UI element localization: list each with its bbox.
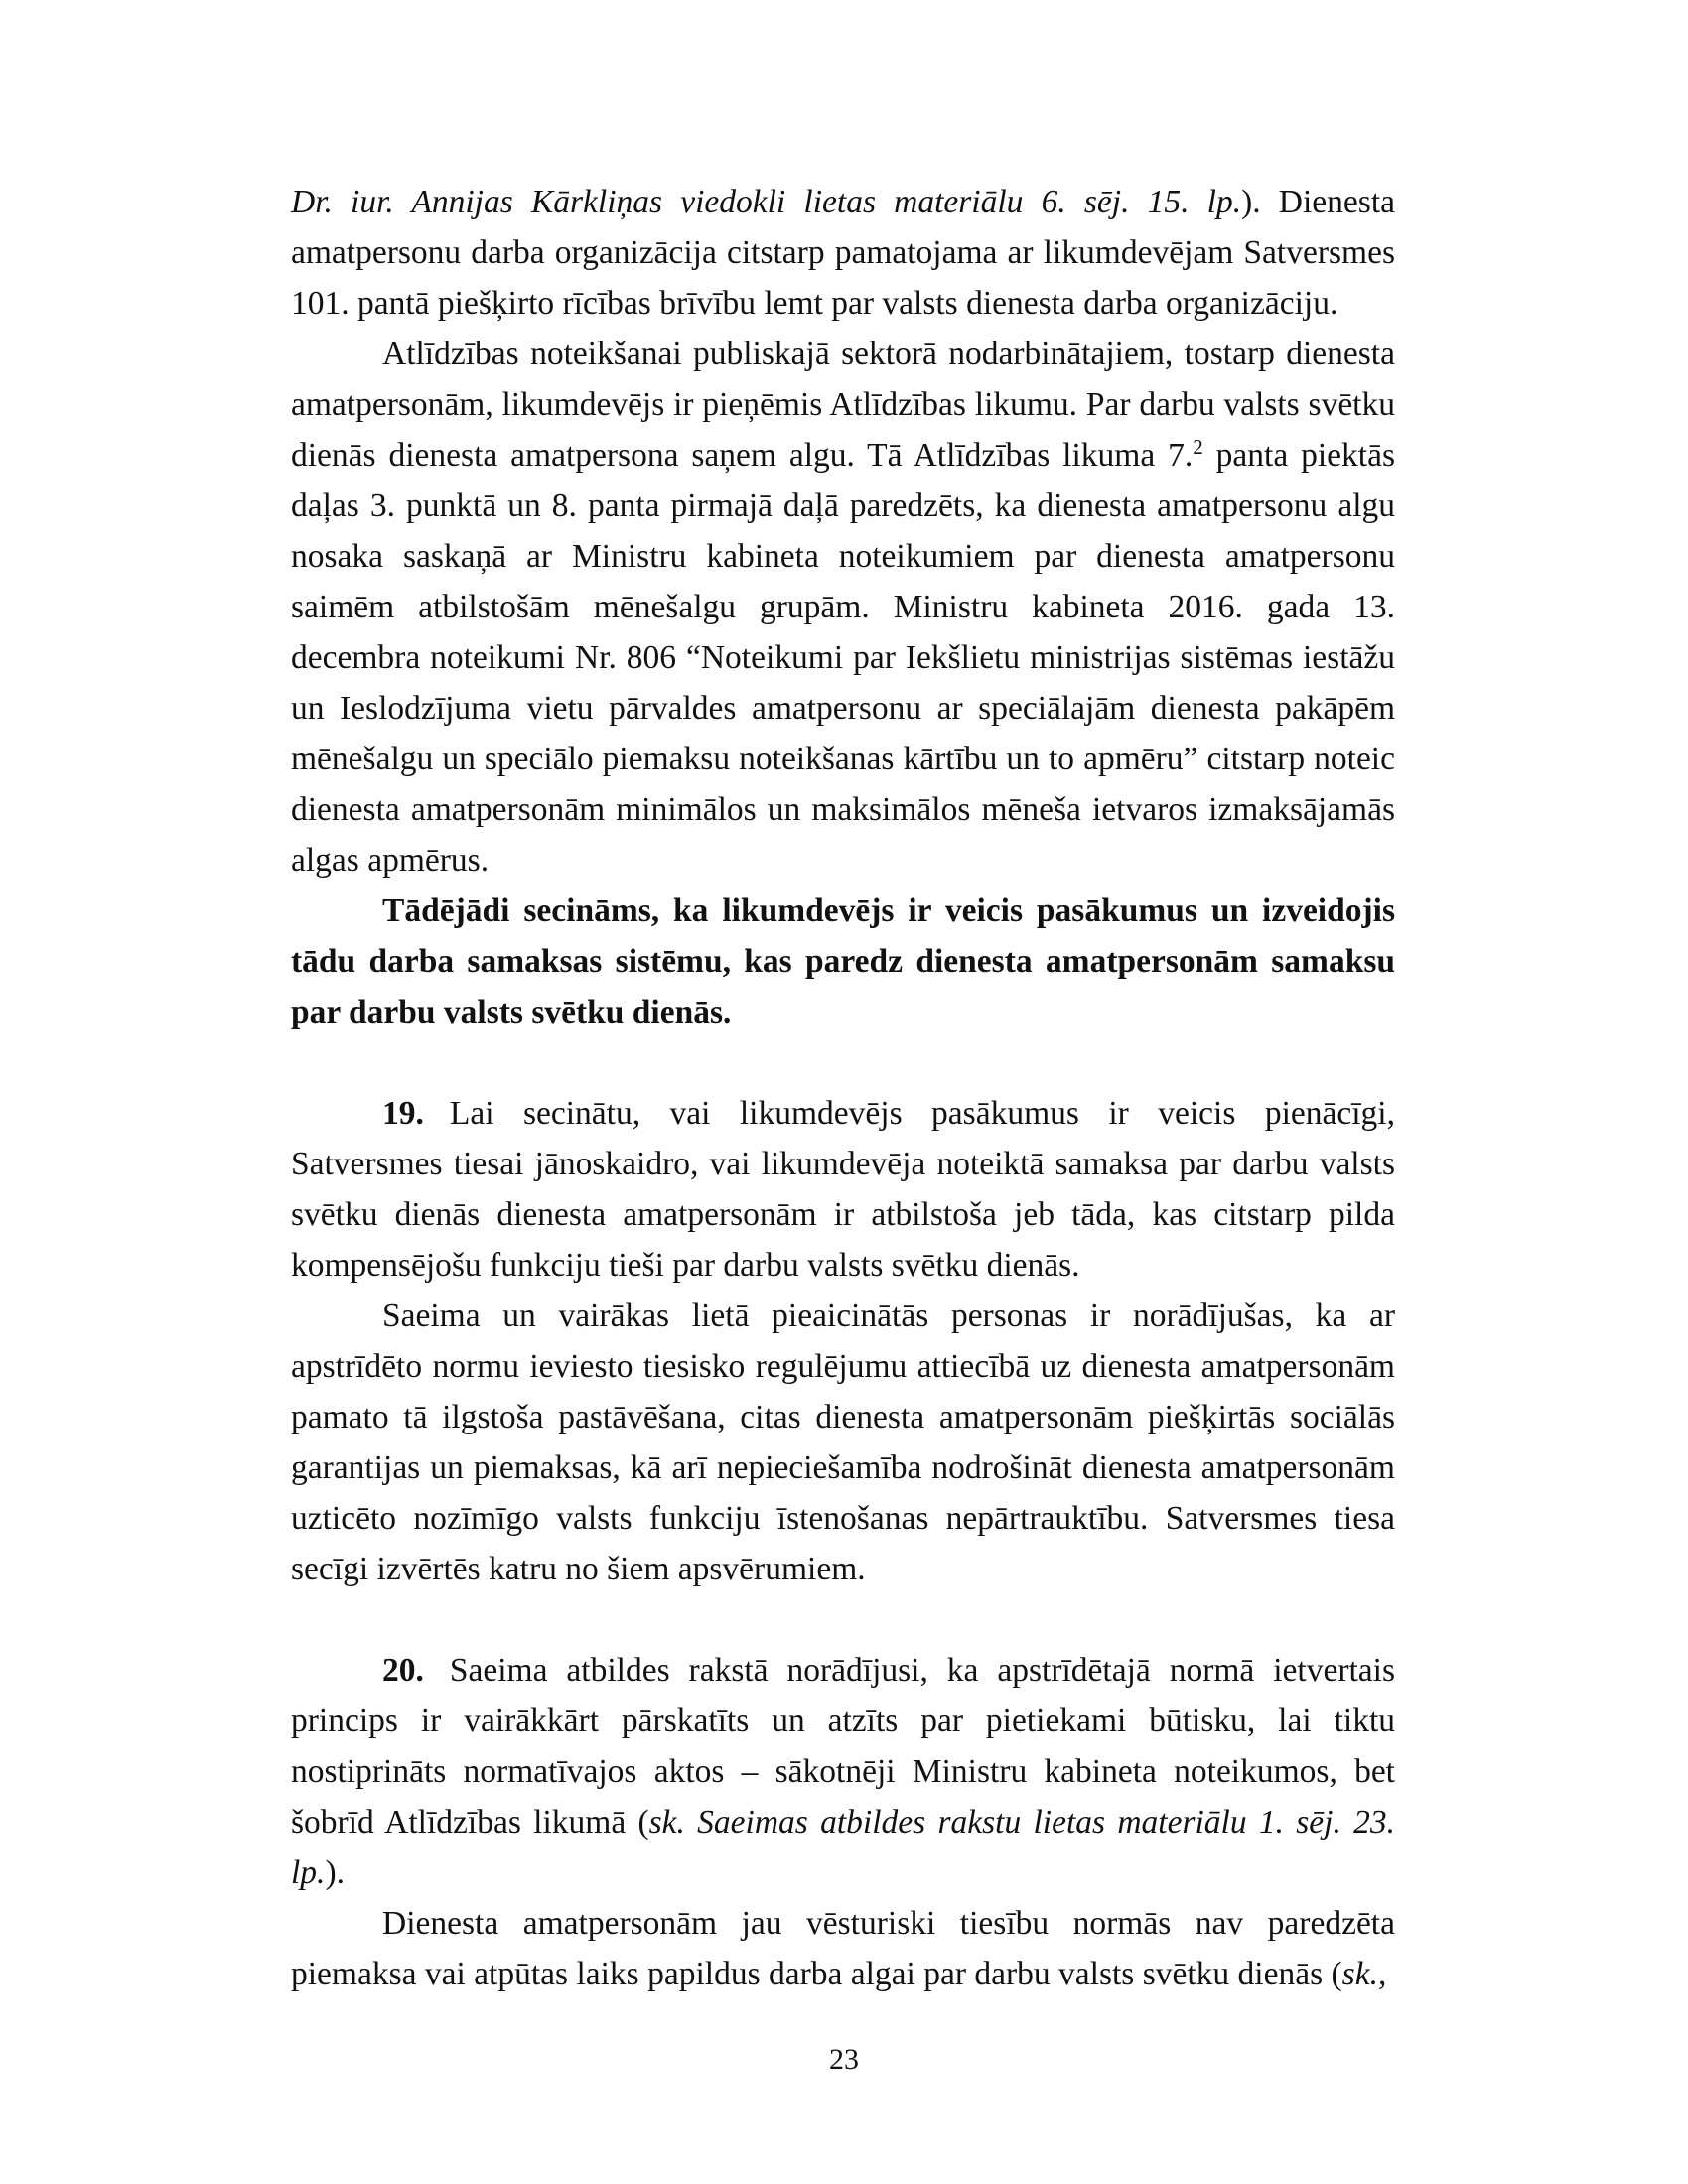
paragraph-19 (291, 1088, 1395, 1291)
paragraph-remuneration-law (291, 329, 1395, 886)
superscript: 2 (1193, 434, 1203, 459)
paragraph-conclusion-bold (291, 886, 1395, 1037)
paragraph-saeima-arguments (291, 1291, 1395, 1594)
paragraph-gap (291, 1594, 1395, 1645)
paragraph-text: Atlīdzības noteikšanai publiskajā sektorā nodarbinātajiem, tostarp dienesta amatpersonām, likumdevējs ir pieņēmis Atlīdzības likumu. Par darbu valsts svētku dienās dienesta amatpersona saņem algu. Tā Atlīdzības likuma 7. (291, 336, 1395, 474)
citation-close: ). (1241, 184, 1261, 220)
citation-close: ). (325, 1854, 345, 1891)
paragraph-continuation (291, 177, 1395, 329)
paragraph-text: Lai secinātu, vai likumdevējs pasākumus ir veicis pienācīgi, Satversmes tiesai jānoskaidro, vai likumdevēja noteiktā samaksa par darbu valsts svētku dienās dienesta amatpersonām ir atbilstoša jeb tāda, kas citstarp pilda kompensējošu funkciju tieši par darbu valsts svētku dienās. (291, 1095, 1395, 1284)
page-number: 23 (829, 2043, 859, 2076)
paragraph-historical (291, 1898, 1395, 1999)
paragraph-text: Dienesta amatpersonām jau vēsturiski tiesību normās nav paredzēta piemaksa vai atpūtas laiks papildus darba algai par darbu valsts svētku dienās ( (291, 1905, 1395, 1992)
document-page (291, 177, 1395, 1999)
paragraph-text: Saeima atbildes rakstā norādījusi, ka apstrīdētajā normā ietvertais princips ir vairākkārt pārskatīts un atzīts par pietiekami būtisku, lai tiktu nostiprināts normatīvajos aktos – sākotnēji Ministru kabineta noteikumos, bet šobrīd Atlīdzības likumā ( (291, 1652, 1395, 1841)
paragraph-number: 19. (382, 1095, 424, 1132)
paragraph-number: 20. (382, 1652, 424, 1689)
paragraph-text: Tādējādi secināms, ka likumdevējs ir veicis pasākumus un izveidojis tādu darba samaksas sistēmu, kas paredz dienesta amatpersonām samaksu par darbu valsts svētku dienās. (291, 892, 1395, 1030)
citation-italic: sk. Saeimas atbildes rakstu lietas materiālu 1. sēj. 23. lp. (291, 1804, 1396, 1891)
citation-italic: sk., (1341, 1956, 1387, 1992)
citation-italic: Dr. iur. Annijas Kārkliņas viedokli lietas materiālu 6. sēj. 15. lp. (291, 184, 1242, 220)
paragraph-text: panta piektās daļas 3. punktā un 8. panta pirmajā daļā paredzēts, ka dienesta amatpersonu algu nosaka saskaņā ar Ministru kabineta noteikumiem par dienesta amatpersonu saimēm atbilstošām mēnešalgu grupām. Ministru kabineta 2016. gada 13. decembra noteikumi Nr. 806 “Noteikumi par Iekšlietu ministrijas sistēmas iestāžu un Ieslodzījuma vietu pārvaldes amatpersonu ar speciālajām dienesta pakāpēm mēnešalgu un speciālo piemaksu noteikšanas kārtību un to apmēru” citstarp noteic dienesta amatpersonām minimālos un maksimālos mēneša ietvaros izmaksājamās algas apmērus. (291, 437, 1395, 879)
paragraph-gap (291, 1037, 1395, 1088)
paragraph-text: Dienesta amatpersonu darba organizācija citstarp pamatojama ar likumdevējam Satversmes 101. pantā piešķirto rīcības brīvību lemt par valsts dienesta darba organizāciju. (291, 184, 1395, 322)
paragraph-20 (291, 1645, 1395, 1898)
paragraph-text: Saeima un vairākas lietā pieaicinātās personas ir norādījušas, ka ar apstrīdēto normu ieviesto tiesisko regulējumu attiecībā uz dienesta amatpersonām pamato tā ilgstoša pastāvēšana, citas dienesta amatpersonām piešķirtās sociālās garantijas un piemaksas, kā arī nepieciešamība nodrošināt dienesta amatpersonām uzticēto nozīmīgo valsts funkciju īstenošanas nepārtrauktību. Satversmes tiesa secīgi izvērtēs katru no šiem apsvērumiem. (291, 1297, 1395, 1587)
